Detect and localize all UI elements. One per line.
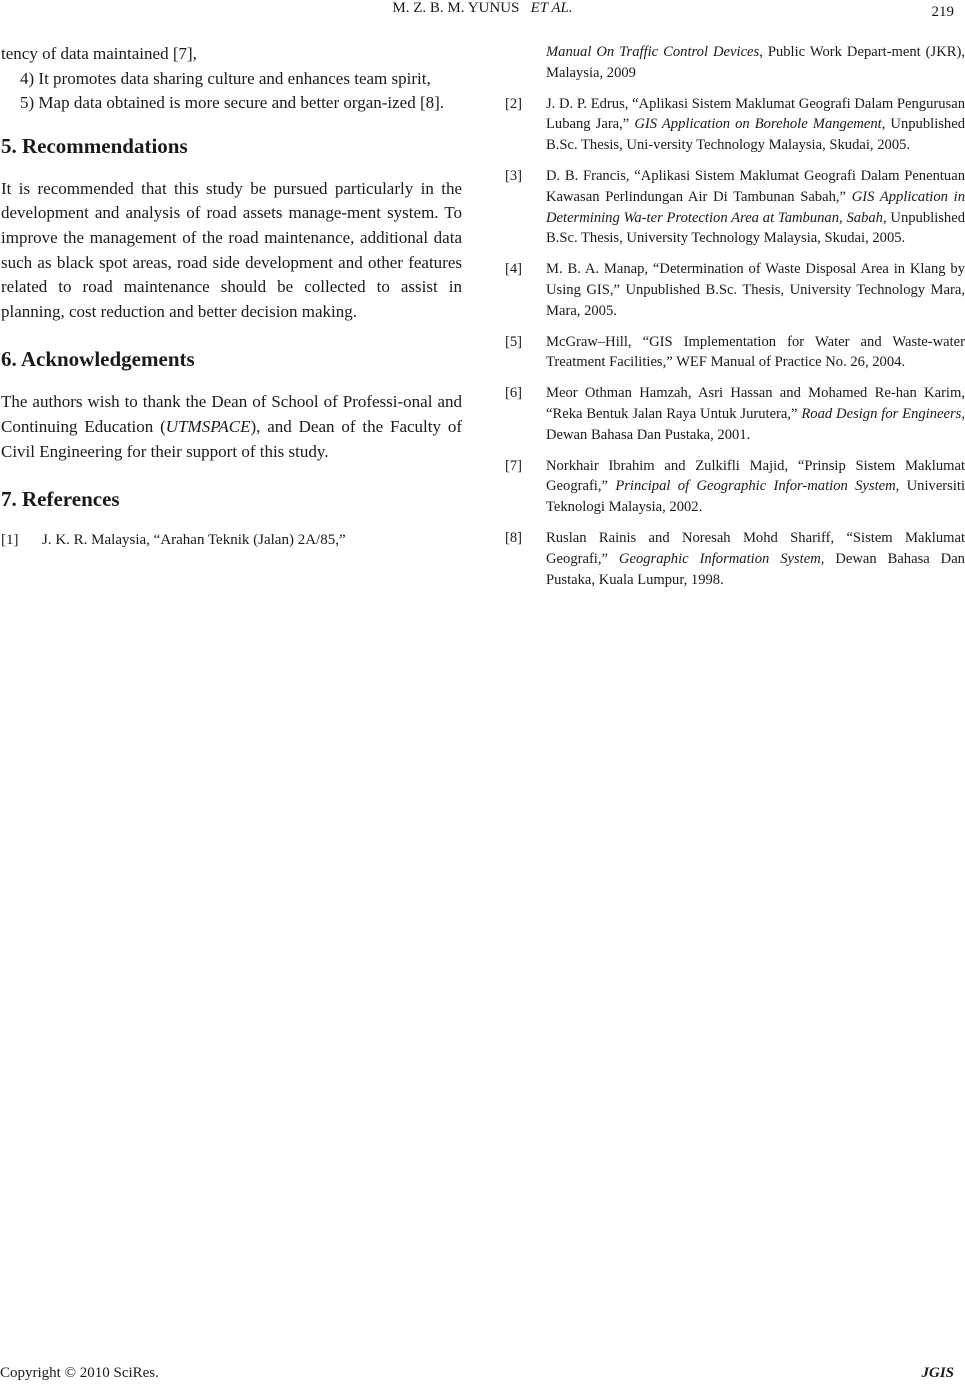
list-item-4: 4) It promotes data sharing culture and enhances team spirit, [20, 68, 431, 88]
reference-8 [505, 528, 965, 590]
heading-recommendations: 5. Recommendations [1, 133, 188, 158]
reference-text [546, 528, 965, 590]
reference-publisher: , Dewan Bahasa Dan Pustaka, Kuala Lumpur, 1998. [546, 550, 965, 588]
reference-3 [505, 166, 965, 249]
reference-authors-title: McGraw–Hill, “GIS Implementation for Water and Waste-water Treatment Facilities,” WEF Manual of Practice No. 26, 2004. [546, 333, 965, 371]
ack-text-2: ), and Dean of the Faculty of Civil Engineering for their support of this study. [1, 416, 462, 461]
reference-number: [7] [505, 457, 523, 474]
reference-text [546, 259, 965, 321]
reference-authors-title: M. B. A. Manap, “Determination of Waste Disposal Area in Klang by Using GIS,” Unpublished B.Sc. Thesis, University Technology Mara, Mara, 2005. [546, 261, 965, 319]
journal-name: JGIS [921, 1365, 954, 1381]
reference-number: [8] [505, 529, 523, 546]
reference-6 [505, 383, 965, 445]
reference-number: [1] [1, 532, 19, 549]
reference-text [546, 456, 965, 518]
paragraph-recommendations: It is recommended that this study be pursued particularly in the development and analysis of road assets manage-ment system. To improve the management of the road maintenance, additional data such as black spot areas, road side development and other features related to road maintenance should be collected to assist in planning, cost reduction and better decision making. [1, 178, 462, 321]
right-column [505, 42, 965, 600]
reference-number: [3] [505, 167, 523, 184]
copyright-notice: Copyright © 2010 SciRes. [0, 1365, 159, 1381]
paragraph-acknowledgements [1, 390, 462, 464]
reference-publisher: , Unpublished B.Sc. Thesis, Uni-versity Technology Malaysia, Skudai, 2005. [546, 116, 965, 154]
paragraph-continuation: tency of data maintained [7], [1, 44, 197, 63]
reference-text: J. K. R. Malaysia, “Arahan Teknik (Jalan) 2A/85,” [42, 532, 346, 549]
reference-text [546, 166, 965, 249]
heading-references: 7. References [1, 487, 120, 512]
reference-text [546, 94, 965, 156]
reference-publisher: , Dewan Bahasa Dan Pustaka, 2001. [546, 405, 965, 443]
reference-1-continuation [505, 42, 965, 84]
reference-authors-title: J. D. P. Edrus, “Aplikasi Sistem Maklumat Geografi Dalam Pengurusan Lubang Jara,” [546, 95, 965, 133]
reference-italic-title: GIS Application in Determining Wa-ter Protection Area at Tambunan, Sabah [546, 188, 965, 226]
reference-5 [505, 332, 965, 374]
reference-publisher: , Universiti Teknologi Malaysia, 2002. [546, 478, 965, 516]
ack-text-italic: UTMSPACE [165, 416, 251, 436]
reference-4 [505, 259, 965, 321]
reference-1-title: Manual On Traffic Control Devices [546, 44, 760, 60]
reference-text [546, 383, 965, 445]
ack-text-1: The authors wish to thank the Dean of School of Professi-onal and Continuing Education ( [1, 392, 462, 436]
left-column [1, 42, 462, 563]
reference-list [505, 94, 965, 591]
reference-authors-title: D. B. Francis, “Aplikasi Sistem Maklumat Geografi Dalam Penentuan Kawasan Perlindungan Air Di Tambunan Sabah,” [546, 167, 965, 205]
running-header [0, 0, 965, 17]
reference-number: [4] [505, 261, 523, 278]
reference-italic-title: Road Design for Engineers [801, 405, 962, 422]
reference-7 [505, 456, 965, 518]
reference-number: [5] [505, 333, 523, 350]
page-number: 219 [931, 4, 954, 20]
reference-2 [505, 94, 965, 156]
running-title: M. Z. B. M. YUNUS [392, 0, 520, 16]
reference-1 [1, 528, 462, 553]
reference-text [546, 332, 965, 374]
reference-number: [6] [505, 385, 523, 402]
reference-authors-title: Norkhair Ibrahim and Zulkifli Majid, “Prinsip Sistem Maklumat Geografi,” [546, 457, 965, 495]
list-item-5: 5) Map data obtained is more secure and better organ-ized [8]. [20, 93, 445, 113]
reference-italic-title: Geographic Information System [618, 550, 821, 567]
running-title-etal: ET AL. [530, 0, 573, 16]
reference-authors-title: Ruslan Rainis and Noresah Mohd Shariff, “Sistem Maklumat Geografi,” [546, 529, 965, 567]
reference-publisher: , Unpublished B.Sc. Thesis, University Technology Malaysia, Skudai, 2005. [546, 209, 965, 247]
reference-italic-title: GIS Application on Borehole Mangement [634, 116, 882, 133]
heading-acknowledgements: 6. Acknowledgements [1, 347, 195, 372]
reference-authors-title: Meor Othman Hamzah, Asri Hassan and Mohamed Re-han Karim, “Reka Bentuk Jalan Raya Untuk Jurutera,” [546, 385, 965, 422]
reference-1-publisher: , Public Work Depart-ment (JKR), Malaysia, 2009 [546, 44, 965, 81]
reference-number: [2] [505, 95, 523, 112]
reference-italic-title: Principal of Geographic Infor-mation System [615, 478, 896, 495]
